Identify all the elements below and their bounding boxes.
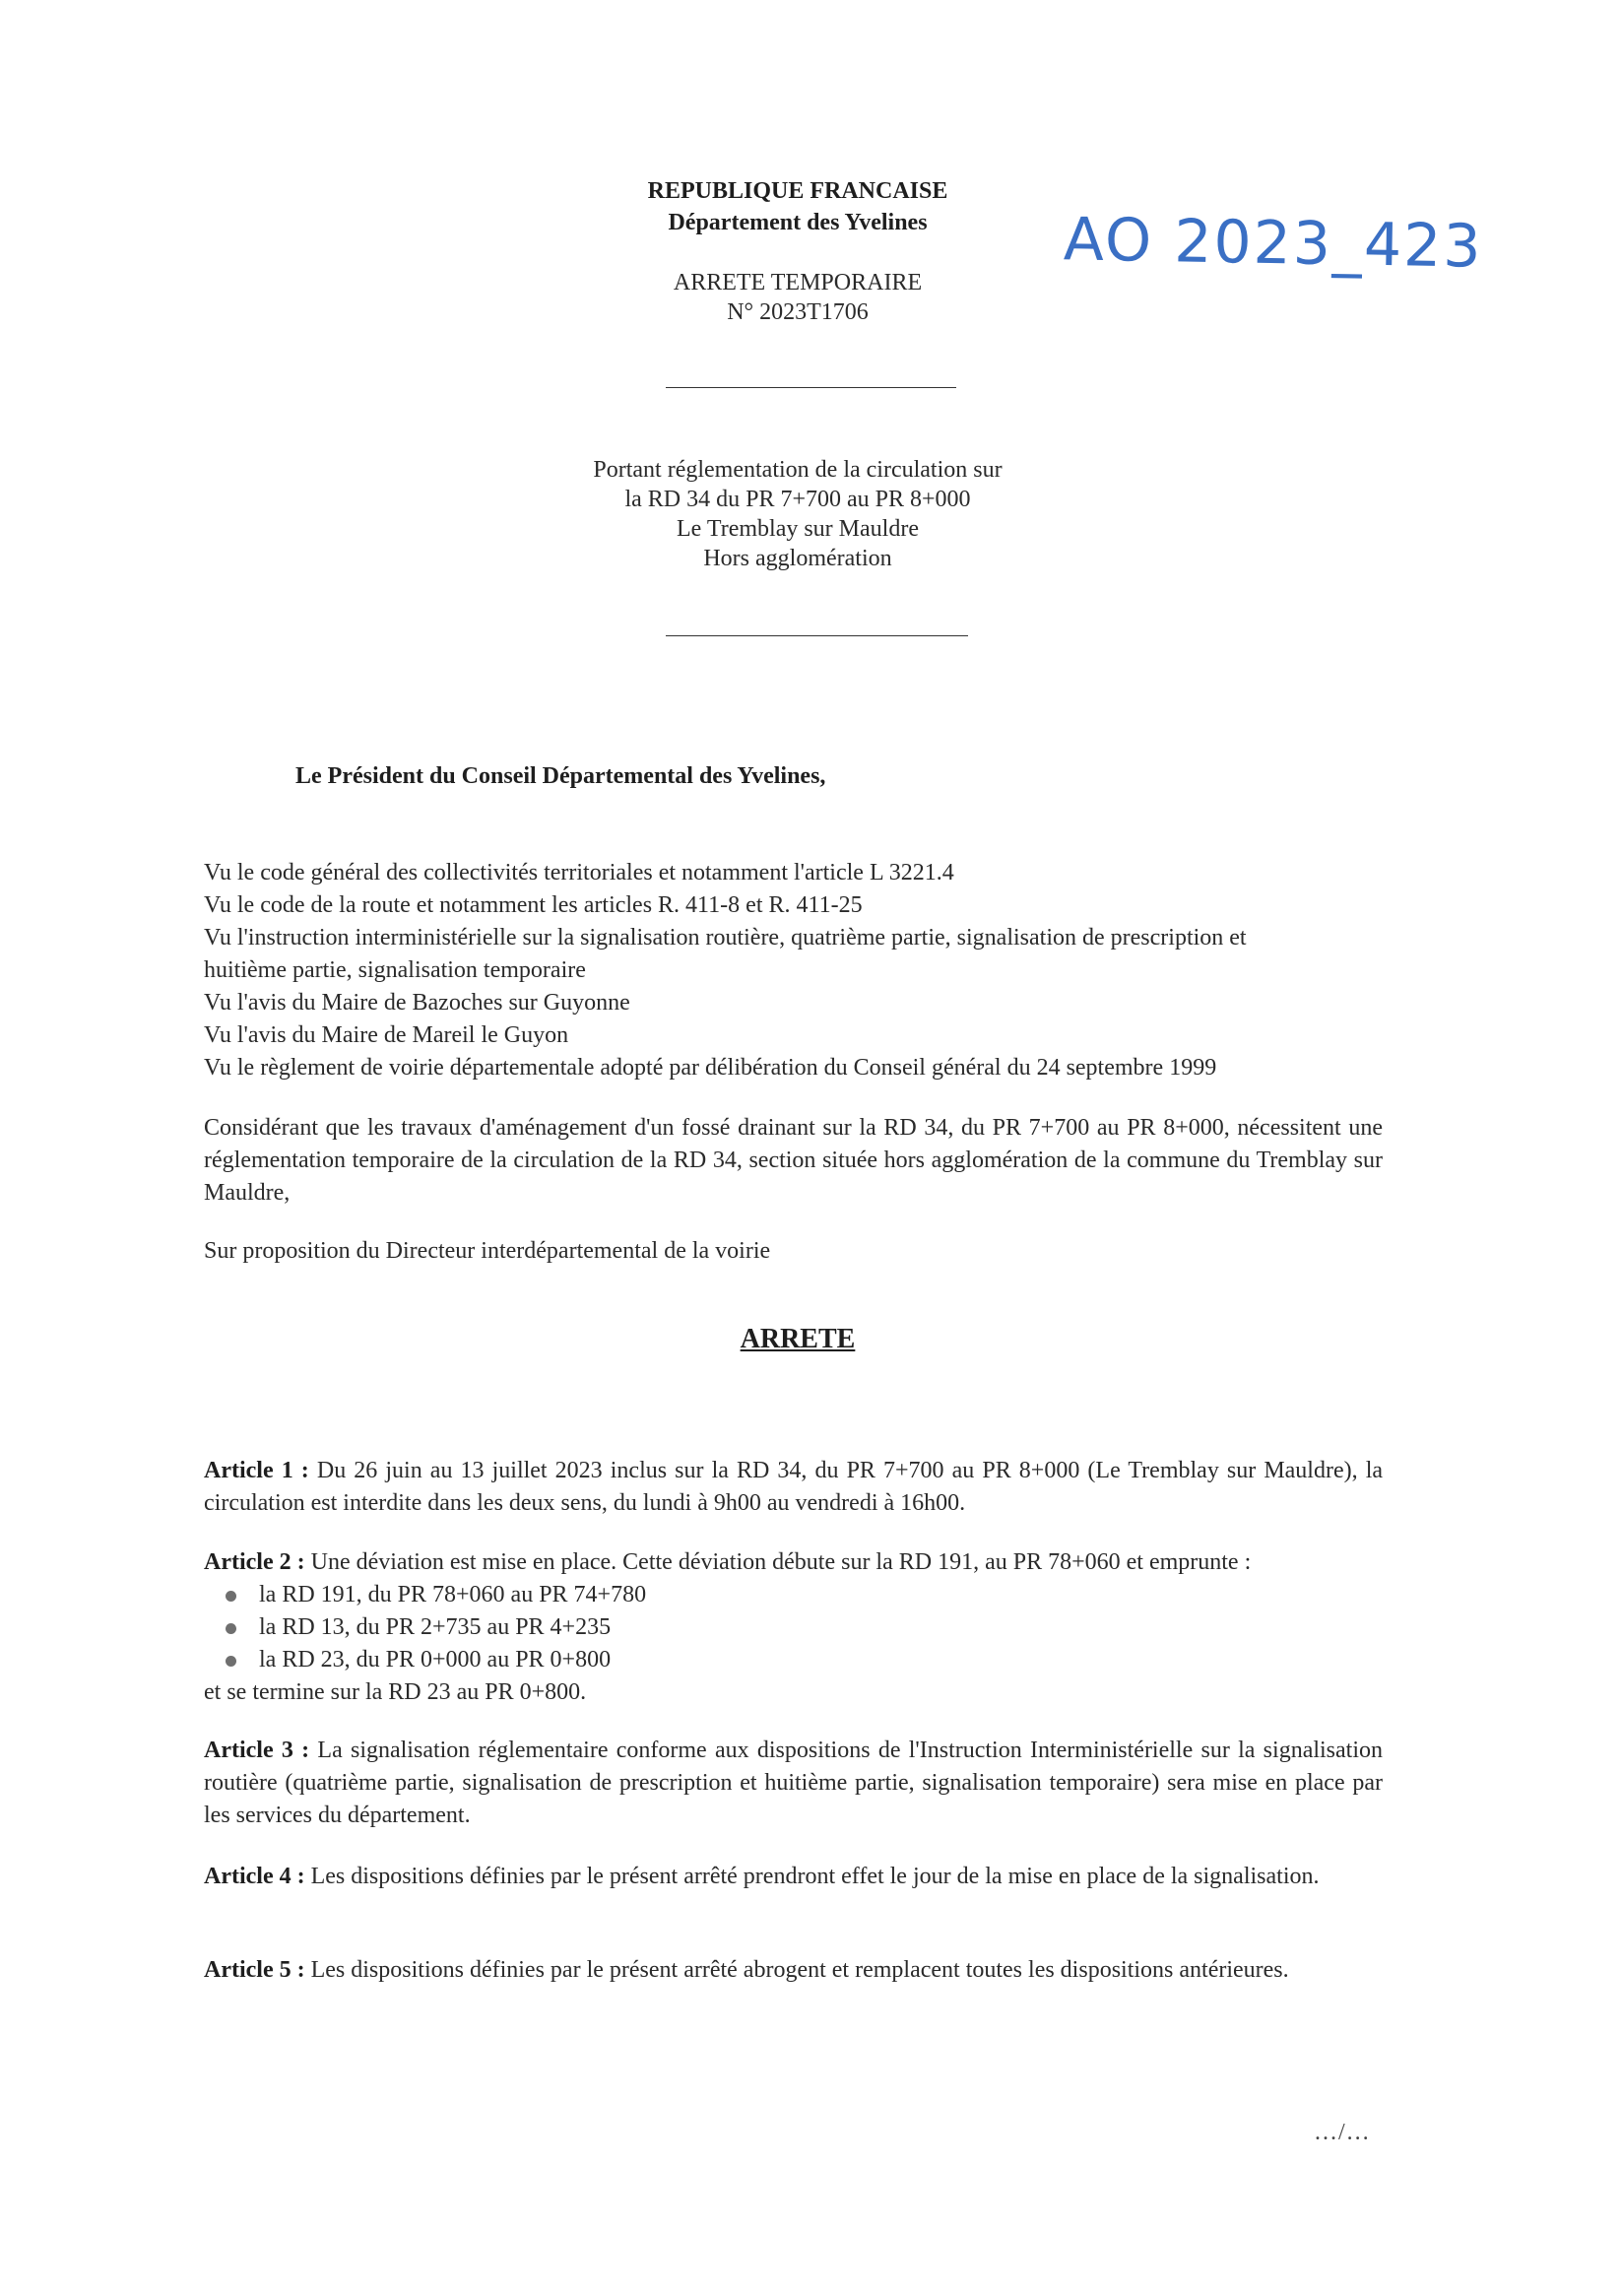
handwritten-reference: AO 2023_423: [1063, 205, 1484, 282]
deviation-list: [204, 1579, 1383, 1676]
vu-line: Vu le règlement de voirie départementale adopté par délibération du Conseil général du 24 septembre 1999: [204, 1055, 1217, 1081]
divider-bottom: [666, 635, 968, 636]
arrete-type: ARRETE TEMPORAIRE: [673, 270, 923, 295]
vu-line: Vu l'avis du Maire de Bazoches sur Guyonne: [204, 990, 630, 1016]
divider-top: [666, 387, 956, 388]
article-2: [204, 1546, 1383, 1709]
list-item: la RD 13, du PR 2+735 au PR 4+235: [259, 1611, 1383, 1644]
article-label: Article 1 :: [204, 1458, 309, 1483]
subject-line: Le Tremblay sur Mauldre: [677, 516, 919, 542]
list-item: la RD 191, du PR 78+060 au PR 74+780: [259, 1579, 1383, 1611]
vu-line: Vu l'instruction interministérielle sur la signalisation routière, quatrième partie, signalisation de prescription et: [204, 925, 1247, 951]
article-label: Article 3 :: [204, 1738, 310, 1763]
article-text: Les dispositions définies par le présent arrêté abrogent et remplacent toutes les dispositions antérieures.: [310, 1957, 1289, 1983]
vu-list: [204, 857, 1383, 1084]
article-label: Article 5 :: [204, 1957, 305, 1983]
article-4: [204, 1861, 1383, 1893]
vu-line: Vu l'avis du Maire de Mareil le Guyon: [204, 1022, 569, 1048]
president-heading: Le Président du Conseil Départemental des Yvelines,: [295, 763, 826, 789]
article-5: [204, 1954, 1383, 1987]
subject-line: la RD 34 du PR 7+700 au PR 8+000: [624, 487, 971, 512]
vu-line: Vu le code général des collectivités territoriales et notamment l'article L 3221.4: [204, 860, 954, 886]
list-item: la RD 23, du PR 0+000 au PR 0+800: [259, 1644, 1383, 1676]
republic-title: REPUBLIQUE FRANCAISE: [647, 178, 948, 204]
arrete-number: N° 2023T1706: [727, 299, 869, 325]
article-text: et se termine sur la RD 23 au PR 0+800.: [204, 1679, 587, 1705]
subject-line: Portant réglementation de la circulation sur: [593, 457, 1003, 483]
department-title: Département des Yvelines: [668, 210, 928, 235]
arrete-title: ARRETE: [740, 1324, 856, 1354]
proposition-line: Sur proposition du Directeur interdépartemental de la voirie: [204, 1238, 771, 1264]
article-3: [204, 1735, 1383, 1832]
subject-block: [0, 455, 1595, 573]
article-label: Article 2 :: [204, 1549, 305, 1575]
article-text: La signalisation réglementaire conforme aux dispositions de l'Instruction Interministérielle sur la signalisation routière (quatrième partie, signalisation de prescription et huitième partie, signalisation temporaire) sera mise en place par les services du département.: [204, 1738, 1384, 1828]
page-continuation: …/…: [1314, 2120, 1371, 2145]
article-label: Article 4 :: [204, 1864, 305, 1889]
article-1: [204, 1455, 1383, 1520]
article-text: Une déviation est mise en place. Cette déviation débute sur la RD 191, au PR 78+060 et emprunte :: [310, 1549, 1252, 1575]
considerant-paragraph: Considérant que les travaux d'aménagement d'un fossé drainant sur la RD 34, du PR 7+700 au PR 8+000, nécessitent une réglementation temporaire de la circulation de la RD 34, section située hors agglomération de la commune du Tremblay sur Mauldre,: [204, 1115, 1383, 1206]
article-text: Les dispositions définies par le présent arrêté prendront effet le jour de la mise en place de la signalisation.: [310, 1864, 1320, 1889]
article-text: Du 26 juin au 13 juillet 2023 inclus sur la RD 34, du PR 7+700 au PR 8+000 (Le Tremblay sur Mauldre), la circulation est interdite dans les deux sens, du lundi à 9h00 au vendredi à 16h00.: [204, 1458, 1384, 1516]
vu-line: huitième partie, signalisation temporaire: [204, 957, 586, 983]
vu-line: Vu le code de la route et notamment les articles R. 411-8 et R. 411-25: [204, 892, 863, 918]
subject-line: Hors agglomération: [703, 546, 892, 571]
